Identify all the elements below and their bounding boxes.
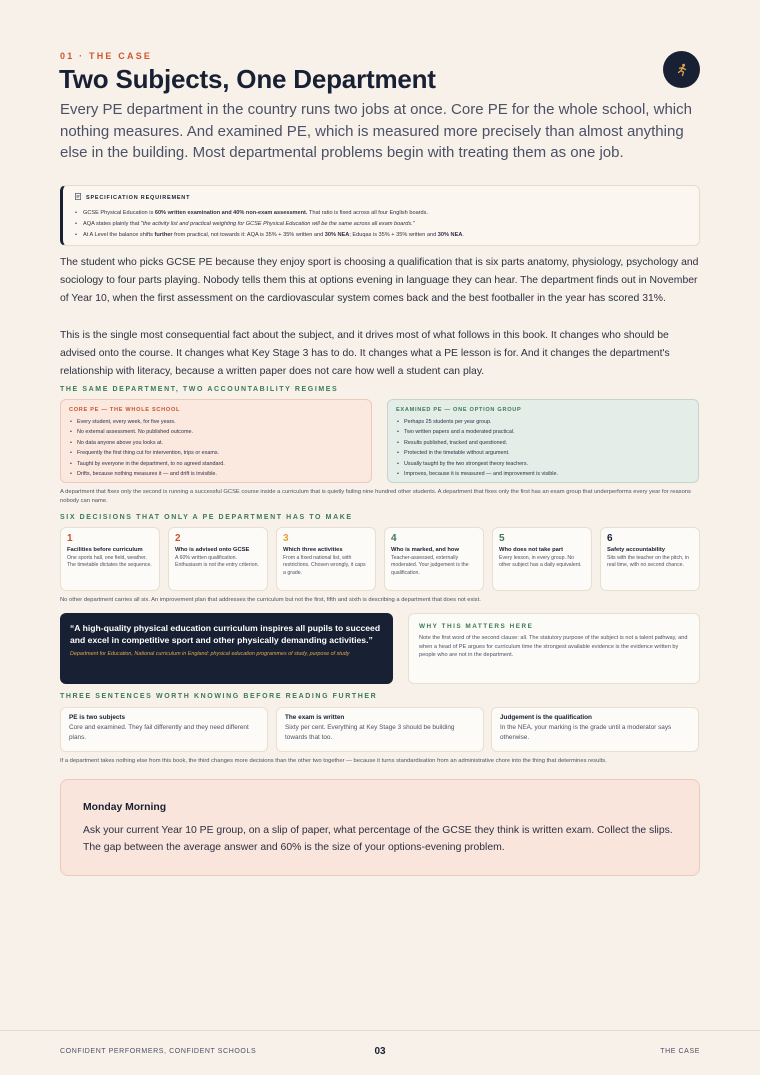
list-item: • Two written papers and a moderated practical.	[396, 427, 690, 437]
decisions-note: No other department carries all six. An improvement plan that addresses the curriculum but not the first, fifth and sixth is describing a department that does not exist.	[60, 597, 481, 603]
decision-title: Who does not take part	[499, 547, 564, 553]
monday-title: Monday Morning	[83, 802, 167, 813]
sentence-title: Judgement is the qualification	[500, 714, 592, 721]
decision-title: Which three activities	[283, 547, 343, 553]
quote-text: “A high-quality physical education curriculum inspires all pupils to succeed and excel in competitive sport and other physically demanding activities.”	[70, 623, 381, 645]
page-number: 03	[374, 1046, 386, 1057]
sentence-card	[491, 707, 699, 752]
regimes-note: A department that fixes only the second is running a successful GCSE course inside a curriculum that is quietly failing nine hundred other students. A department that fixes only the first has an exam group that underperforms every year for reasons nobody can name.	[60, 489, 691, 504]
decision-number: 1	[67, 533, 73, 544]
list-item: • Perhaps 25 students per year group.	[396, 417, 690, 427]
document-icon	[75, 193, 81, 202]
decision-card	[384, 527, 484, 591]
page-title: Two Subjects, One Department	[59, 64, 436, 94]
footer-section: THE CASE	[660, 1048, 700, 1055]
runner-icon	[663, 51, 700, 88]
core-pe-heading: CORE PE — THE WHOLE SCHOOL	[69, 407, 181, 413]
decision-text: One sports hall, one field, weather. The timetable dictates the sequence.	[67, 554, 152, 568]
decision-card	[600, 527, 700, 591]
lede-paragraph: Every PE department in the country runs two jobs at once. Core PE for the whole school, which nothing measures. And examined PE, which is measured more precisely than almost anything else in the building. Most departmental problems begin with treating them as one job.	[60, 101, 692, 161]
decision-text: From a fixed national list, with restrictions. Chosen wrongly, it caps a grade.	[283, 554, 366, 576]
sentences-label: THREE SENTENCES WORTH KNOWING BEFORE READING FURTHER	[60, 693, 378, 700]
decision-card	[168, 527, 268, 591]
decision-text: Teacher-assessed, externally moderated. Your judgement is the qualification.	[391, 554, 469, 576]
spec-item: • GCSE Physical Education is 60% written examination and 40% non-exam assessment. That ratio is fixed across all four English boards.	[75, 208, 687, 219]
decision-card	[276, 527, 376, 591]
sentence-text: Sixty per cent. Everything at Key Stage 3 should be building towards that too.	[285, 724, 455, 742]
decision-number: 3	[283, 533, 289, 544]
sentence-title: The exam is written	[285, 714, 345, 721]
specification-callout	[60, 185, 700, 246]
spec-heading: SPECIFICATION REQUIREMENT	[86, 194, 191, 201]
sentences-note: If a department takes nothing else from this book, the third changes more decisions than the other two together — because it turns standardisation from an administrative chore into the thing that determines results.	[60, 758, 607, 764]
decision-number: 2	[175, 533, 181, 544]
body-paragraph-1: The student who picks GCSE PE because they enjoy sport is choosing a qualification that is six parts anatomy, physiology, psychology and sociology to four parts playing. Nobody tells them this at options evening in language they can hear. The department finds out in November of Year 10, when the first assessment on the cardiovascular system comes back and the best footballer in the year has scored 31%.	[60, 257, 699, 305]
decision-text: Sits with the teacher on the pitch, in real time, with no second chance.	[607, 554, 689, 568]
why-panel	[408, 613, 700, 684]
decision-number: 4	[391, 533, 397, 544]
examined-pe-heading: EXAMINED PE — ONE OPTION GROUP	[396, 407, 522, 413]
regimes-label: THE SAME DEPARTMENT, TWO ACCOUNTABILITY REGIMES	[60, 386, 339, 393]
list-item: • Frequently the first thing cut for intervention, trips or exams.	[69, 448, 363, 458]
list-item: • No external assessment. No published outcome.	[69, 427, 363, 437]
examined-pe-panel	[387, 399, 699, 483]
list-item: • Results published, tracked and questioned.	[396, 438, 690, 448]
body-paragraph-2: This is the single most consequential fact about the subject, and it drives most of what follows in this book. It changes who should be advised onto the course. It changes what Key Stage 3 has to do. It changes what a PE lesson is for. And it changes the department's relationship with literacy, because a written paper does not care how well a student can play.	[60, 330, 670, 378]
decision-title: Who is marked, and how	[391, 547, 459, 553]
curriculum-quote	[60, 613, 393, 684]
core-pe-panel	[60, 399, 372, 483]
decision-card	[492, 527, 592, 591]
decision-text: A 60% written qualification. Enthusiasm is not the entry criterion.	[175, 554, 259, 568]
quote-source: Department for Education, National curriculum in England: physical education programmes of study, purpose of study	[70, 651, 350, 657]
spec-item: • AQA states plainly that "the activity list and practical weighting for GCSE Physical Education will be the same across all exam boards."	[75, 219, 687, 230]
list-item: • Drifts, because nothing measures it — and drift is invisible.	[69, 469, 363, 479]
decision-card	[60, 527, 160, 591]
footer-book-title: CONFIDENT PERFORMERS, CONFIDENT SCHOOLS	[60, 1048, 257, 1055]
list-item: • Protected in the timetable without argument.	[396, 448, 690, 458]
sentence-text: In the NEA, your marking is the grade until a moderator says otherwise.	[500, 724, 672, 742]
sentence-title: PE is two subjects	[69, 714, 126, 721]
decision-number: 5	[499, 533, 505, 544]
sentence-text: Core and examined. They fail differently and they need different plans.	[69, 724, 249, 742]
decisions-label: SIX DECISIONS THAT ONLY A PE DEPARTMENT HAS TO MAKE	[60, 514, 353, 521]
decision-title: Facilities before curriculum	[67, 547, 143, 553]
footer-divider	[0, 1030, 760, 1031]
decision-number: 6	[607, 533, 613, 544]
sentence-card	[60, 707, 268, 752]
decision-title: Who is advised onto GCSE	[175, 547, 250, 553]
decision-title: Safety accountability	[607, 547, 665, 553]
monday-morning-panel	[60, 779, 700, 876]
why-text: Note the first word of the second clause: all. The statutory purpose of the subject is not a talent pathway, and when a head of PE argues for curriculum time the strongest available evidence is the evidence written by people who are not in the department.	[419, 635, 688, 659]
list-item: • No data anyone above you looks at.	[69, 438, 363, 448]
list-item: • Usually taught by the two strongest theory teachers.	[396, 459, 690, 469]
list-item: • Improves, because it is measured — and improvement is visible.	[396, 469, 690, 479]
spec-item: • At A Level the balance shifts further from practical, not towards it: AQA is 35% + 35% written and 30% NEA; Eduqas is 35% + 35% written and 30% NEA.	[75, 230, 687, 241]
list-item: • Taught by everyone in the department, to no agreed standard.	[69, 459, 363, 469]
decision-text: Every lesson, in every group. No other subject has a daily equivalent.	[499, 554, 582, 568]
why-heading: WHY THIS MATTERS HERE	[419, 623, 534, 630]
list-item: • Every student, every week, for five years.	[69, 417, 363, 427]
monday-text: Ask your current Year 10 PE group, on a slip of paper, what percentage of the GCSE they think is written exam. Collect the slips. The gap between the average answer and 60% is the size of your options-evening problem.	[83, 825, 673, 853]
sentence-card	[276, 707, 484, 752]
section-kicker: 01 · THE CASE	[60, 51, 153, 61]
